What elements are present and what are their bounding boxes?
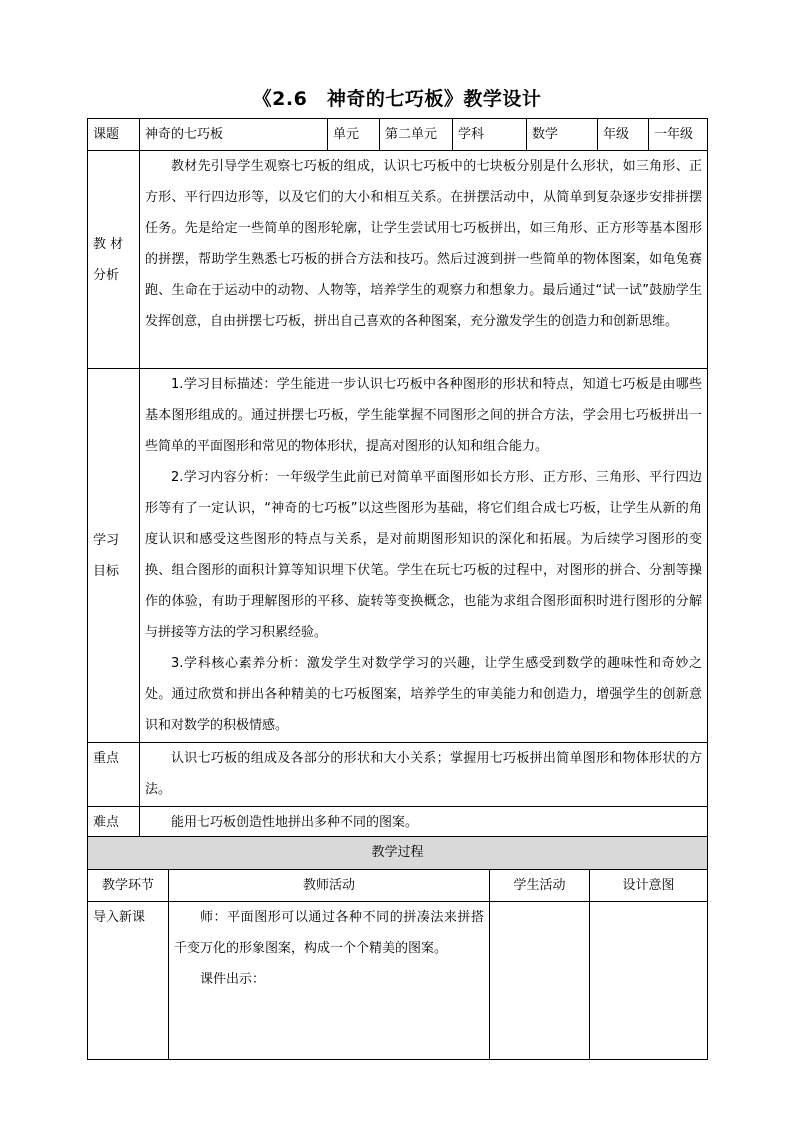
- info-row: [88, 119, 708, 151]
- difficulties-text: 能用七巧板创造性地拼出多种不同的图案。: [171, 815, 419, 830]
- teacher-activity-text: 师：平面图形可以通过各种不同的拼凑法来拼搭千变万化的形象图案，构成一个个精美的图案。: [174, 910, 484, 956]
- learning-objectives-row: [88, 369, 708, 743]
- document-title: 《2.6 神奇的七巧板》教学设计: [252, 88, 542, 110]
- subject-label: 学科: [453, 119, 527, 151]
- objective-paragraph-2: 2.学习内容分析：一年级学生此前已对简单平面图形如长方形、正方形、三角形、平行四边形等有了一定认识，“神奇的七巧板”以这些图形为基础，将它们组合成七巧板，让学生从新的角度认识和感受这些图形的特点与关系，是对前期图形知识的深化和拓展。为后续学习图形的变换、组合图形的面积计算等知识埋下伏笔。学生在玩七巧板的过程中，对图形的拼合、分割等操作的体验，有助于理解图形的平移、旋转等变换概念，也能为求组合图形面积时进行图形的分解与拼接等方法的学习积累经验。: [145, 470, 702, 640]
- material-analysis-label-line2: 分析: [93, 267, 120, 283]
- subject-value: 数学: [527, 119, 598, 151]
- learning-objectives-content: [140, 369, 708, 743]
- topic-label: 课题: [88, 119, 140, 151]
- key-points-content: [140, 743, 708, 807]
- col-header-student: 学生活动: [490, 870, 590, 902]
- teacher-activity-intro: [169, 902, 490, 1060]
- learning-objectives-label-line1: 学习: [93, 532, 120, 548]
- lesson-info-table: [87, 118, 708, 841]
- courseware-display-text: 课件出示：: [200, 972, 266, 987]
- key-points-text: 认识七巧板的组成及各部分的形状和大小关系；掌握用七巧板拼出简单图形和物体形状的方法。: [145, 751, 702, 797]
- process-row-intro: [88, 902, 708, 1060]
- objective-paragraph-3: 3.学科核心素养分析：激发学生对数学学习的兴趣，让学生感受到数学的趣味性和奇妙之处。通过欣赏和拼出各种精美的七巧板图案，培养学生的审美能力和创造力，增强学生的创新意识和对数学的积极情感。: [145, 656, 702, 733]
- material-analysis-label-line1: 教 材: [93, 236, 124, 252]
- student-activity-intro: [490, 902, 590, 1060]
- stage-intro: 导入新课: [88, 902, 169, 1060]
- learning-objectives-label: [88, 369, 140, 743]
- learning-objectives-label-line2: 目标: [93, 563, 120, 579]
- difficulties-label: 难点: [88, 807, 140, 841]
- design-intent-intro: [590, 902, 708, 1060]
- material-analysis-label: [88, 151, 140, 369]
- key-points-label: 重点: [88, 743, 140, 807]
- unit-value: 第二单元: [380, 119, 453, 151]
- grade-label: 年级: [598, 119, 649, 151]
- unit-label: 单元: [328, 119, 380, 151]
- process-column-header-row: [88, 870, 708, 902]
- objective-paragraph-1: 1.学习目标描述：学生能进一步认识七巧板中各种图形的形状和特点，知道七巧板是由哪些基本图形组成的。通过拼摆七巧板，学生能掌握不同图形之间的拼合方法，学会用七巧板拼出一些简单的平面图形和常见的物体形状，提高对图形的认知和组合能力。: [145, 377, 702, 454]
- process-header-row: [88, 837, 708, 870]
- material-analysis-content: [140, 151, 708, 369]
- grade-value: 一年级: [649, 119, 708, 151]
- material-analysis-text: 教材先引导学生观察七巧板的组成，认识七巧板中的七块板分别是什么形状，如三角形、正方形、平行四边形等，以及它们的大小和相互关系。在拼摆活动中，从简单到复杂逐步安排拼摆任务。先是给定一些简单的图形轮廓，让学生尝试用七巧板拼出，如三角形、正方形等基本图形的拼摆，帮助学生熟悉七巧板的拼合方法和技巧。然后过渡到拼一些简单的物体图案，如龟兔赛跑、生命在于运动中的动物、人物等，培养学生的观察力和想象力。最后通过“试一试”鼓励学生发挥创意，自由拼摆七巧板，拼出自己喜欢的各种图案，充分激发学生的创造力和创新思维。: [145, 159, 702, 329]
- teaching-process-header: 教学过程: [88, 837, 708, 870]
- teaching-process-table: [87, 836, 708, 1060]
- topic-value: 神奇的七巧板: [140, 119, 328, 151]
- material-analysis-row: [88, 151, 708, 369]
- col-header-stage: 教学环节: [88, 870, 169, 902]
- col-header-intent: 设计意图: [590, 870, 708, 902]
- key-points-row: [88, 743, 708, 807]
- col-header-teacher: 教师活动: [169, 870, 490, 902]
